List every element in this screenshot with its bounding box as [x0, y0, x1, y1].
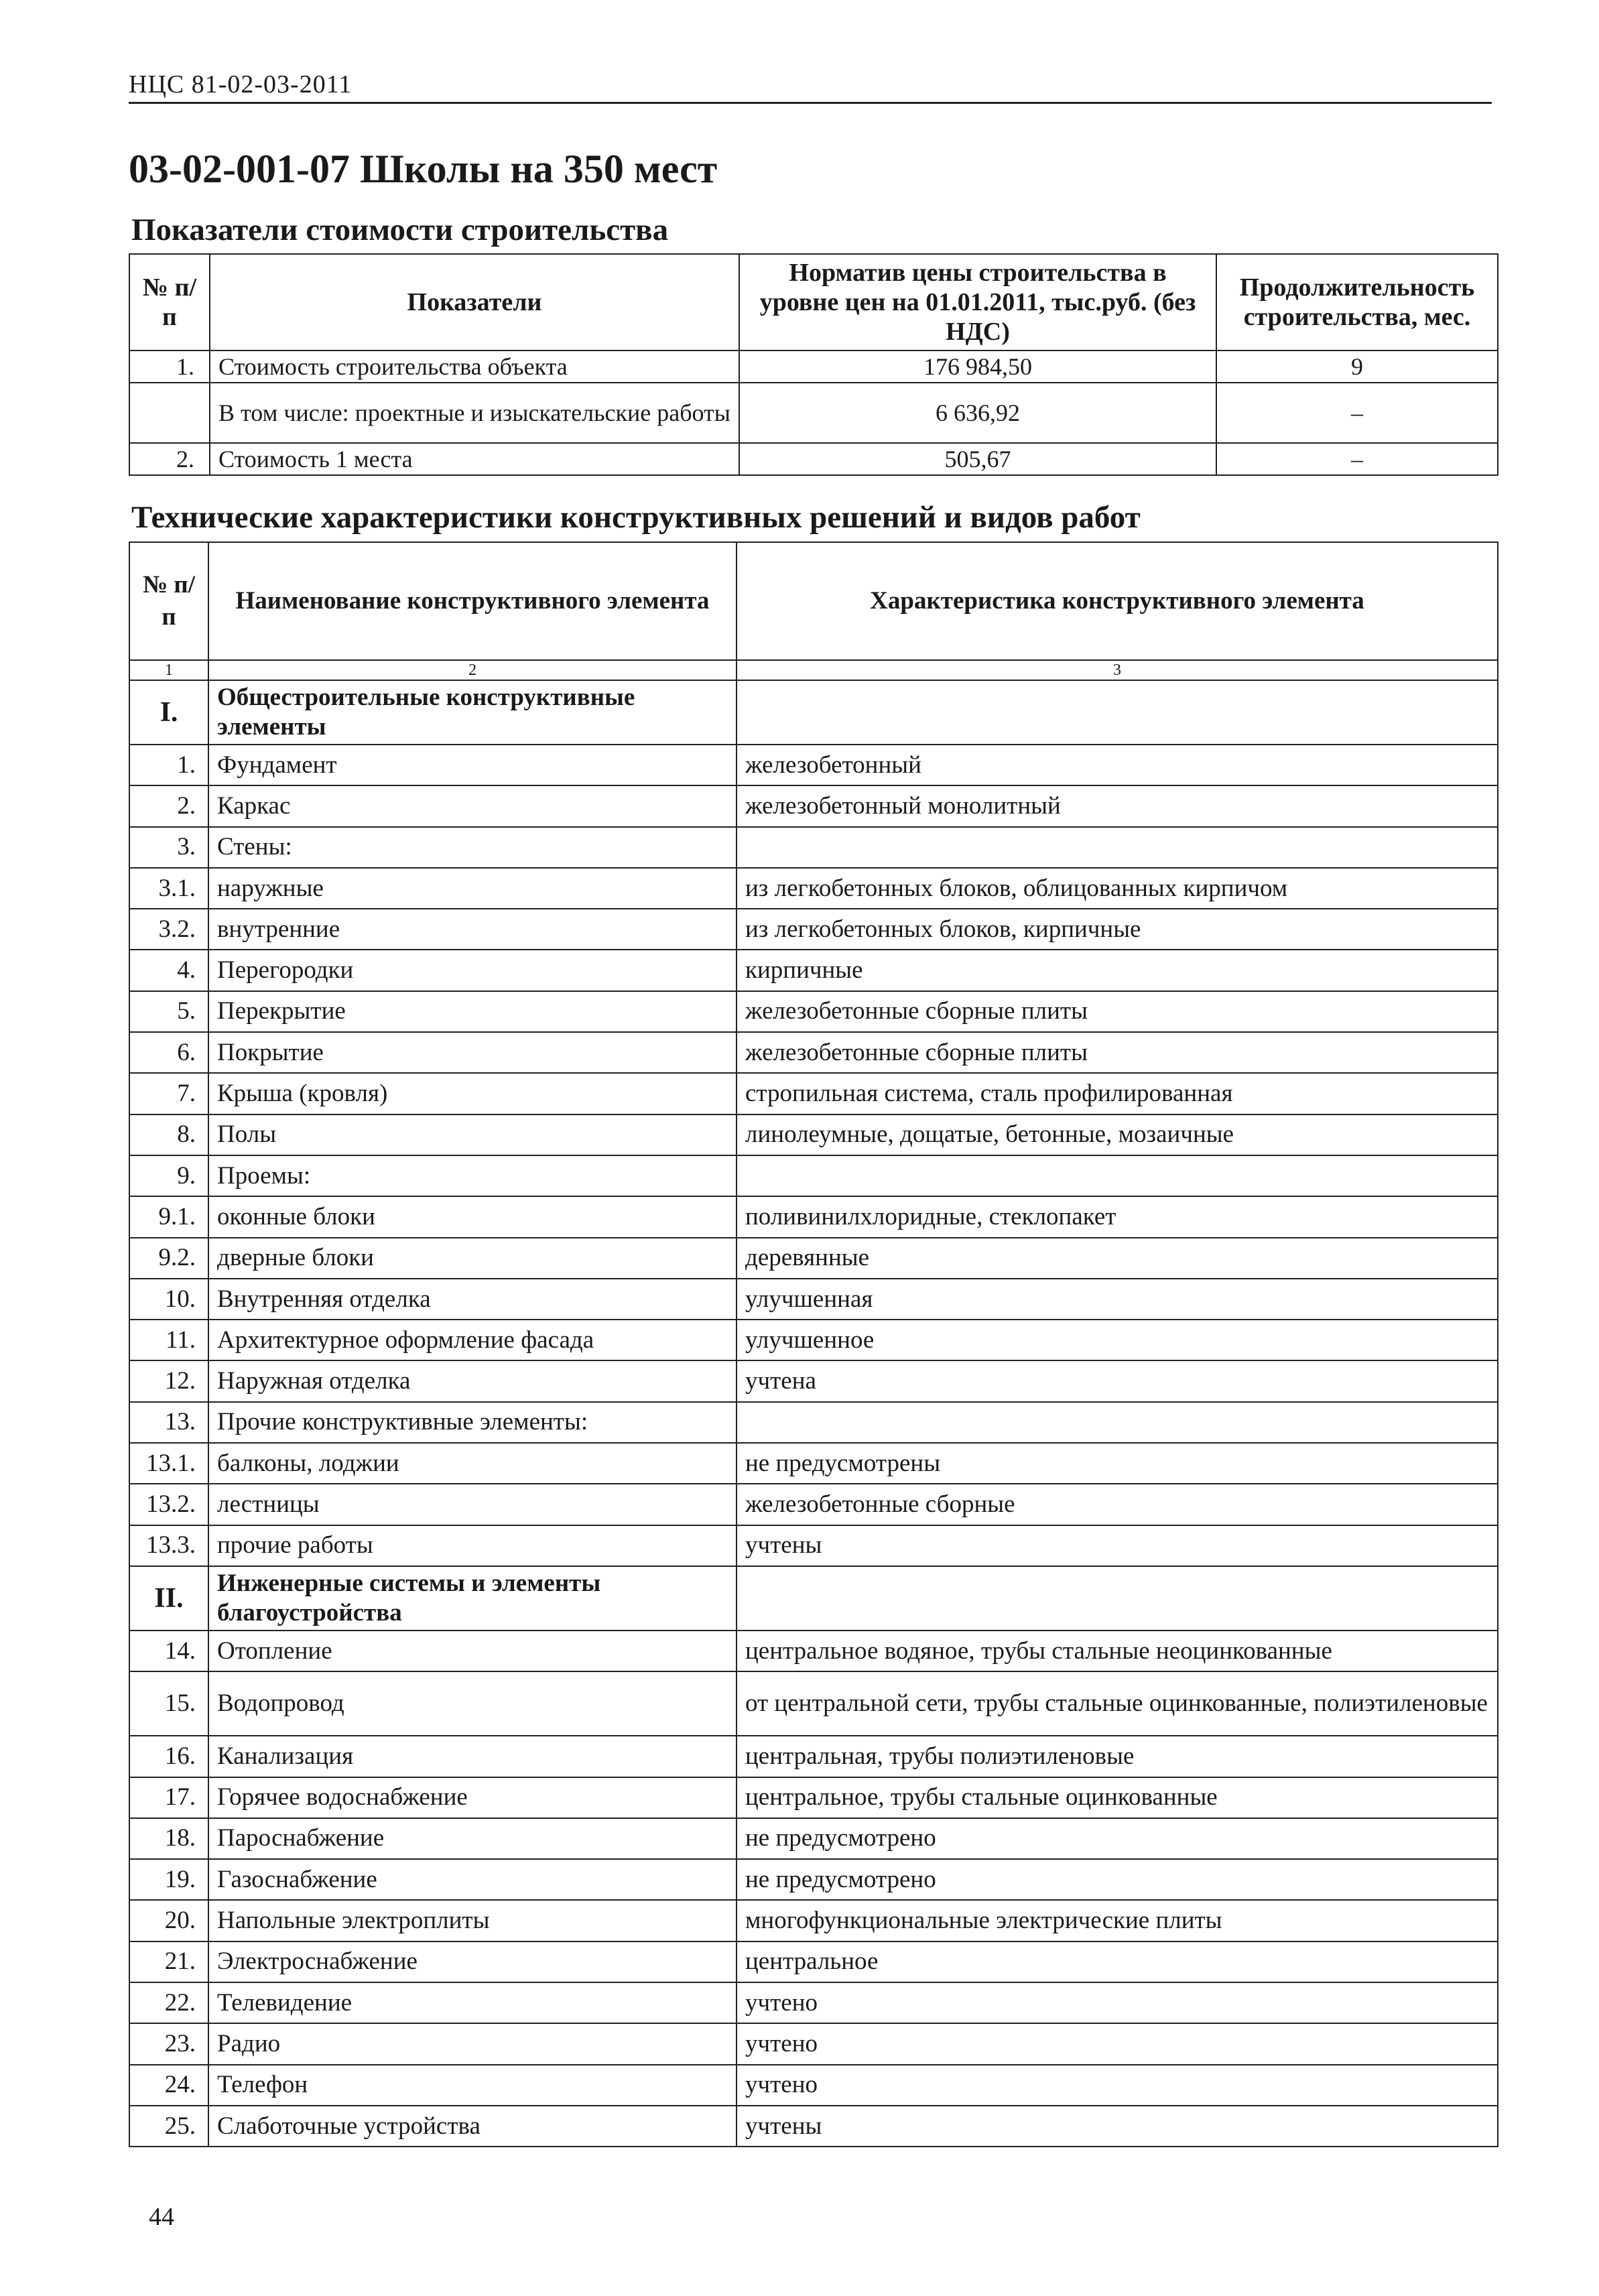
header-element-name: Наименование конструктивного элемента — [208, 542, 737, 660]
element-name: внутренние — [208, 909, 737, 950]
table-row — [129, 2065, 1498, 2106]
table-row — [129, 1114, 1498, 1155]
element-characteristic: линолеумные, дощатые, бетонные, мозаичные — [737, 1114, 1498, 1155]
header-rule — [129, 102, 1492, 104]
element-characteristic: стропильная система, сталь профилированная — [737, 1073, 1498, 1114]
element-characteristic: деревянные — [737, 1238, 1498, 1279]
element-name: Фундамент — [208, 745, 737, 785]
element-name: Наружная отделка — [208, 1360, 737, 1401]
element-characteristic: улучшенное — [737, 1320, 1498, 1360]
table-row — [129, 745, 1498, 785]
tech-table-header-row — [129, 542, 1498, 660]
table-row — [129, 909, 1498, 950]
tech-table-body — [129, 680, 1498, 2147]
row-number: 20. — [129, 1900, 208, 1941]
element-name: Отопление — [208, 1631, 737, 1671]
table-row — [129, 1941, 1498, 1982]
header-element-characteristic: Характеристика конструктивного элемента — [737, 542, 1498, 660]
table-row — [129, 1859, 1498, 1900]
table-row — [129, 1279, 1498, 1320]
element-characteristic: от центральной сети, трубы стальные оцинкованные, полиэтиленовые — [737, 1671, 1498, 1736]
row-number: 6. — [129, 1032, 208, 1073]
element-name: Инженерные системы и элементы благоустройства — [208, 1566, 737, 1631]
element-characteristic: учтены — [737, 2106, 1498, 2147]
element-name: наружные — [208, 868, 737, 909]
row-number: 11. — [129, 1320, 208, 1360]
row-number: 9. — [129, 1155, 208, 1196]
row-number: 12. — [129, 1360, 208, 1401]
row-number: 13.1. — [129, 1443, 208, 1484]
cost-row-price: 6 636,92 — [739, 383, 1216, 443]
table-row — [129, 2023, 1498, 2064]
row-number: 24. — [129, 2065, 208, 2106]
element-characteristic — [737, 827, 1498, 868]
element-name: Водопровод — [208, 1671, 737, 1736]
table-row — [129, 1736, 1498, 1777]
table-row — [129, 868, 1498, 909]
header-num: № п/п — [129, 542, 208, 660]
element-name: Перекрытие — [208, 991, 737, 1032]
row-number: 3.2. — [129, 909, 208, 950]
row-number: 19. — [129, 1859, 208, 1900]
table-row — [129, 1484, 1498, 1525]
element-name: прочие работы — [208, 1525, 737, 1566]
table-row — [129, 2106, 1498, 2147]
element-name: Телевидение — [208, 1982, 737, 2023]
row-number: 2. — [129, 785, 208, 826]
element-characteristic: центральное водяное, трубы стальные неоцинкованные — [737, 1631, 1498, 1671]
table-row — [129, 1402, 1498, 1443]
element-name: Внутренняя отделка — [208, 1279, 737, 1320]
element-characteristic: центральная, трубы полиэтиленовые — [737, 1736, 1498, 1777]
element-name: Слаботочные устройства — [208, 2106, 737, 2147]
column-number: 3 — [737, 660, 1498, 680]
element-characteristic: железобетонные сборные плиты — [737, 991, 1498, 1032]
element-name: Газоснабжение — [208, 1859, 737, 1900]
table-row — [129, 1443, 1498, 1484]
cost-row-num: 1. — [129, 350, 210, 383]
row-number: 21. — [129, 1941, 208, 1982]
header-price: Норматив цены строительства в уровне цен на 01.01.2011, тыс.руб. (без НДС) — [739, 254, 1216, 350]
cost-row — [129, 350, 1498, 383]
table-row — [129, 785, 1498, 826]
table-row — [129, 1900, 1498, 1941]
element-name: Напольные электроплиты — [208, 1900, 737, 1941]
element-characteristic — [737, 680, 1498, 745]
row-number: 1. — [129, 745, 208, 785]
cost-row-indicator: Стоимость строительства объекта — [210, 350, 739, 383]
row-number: 4. — [129, 950, 208, 991]
table-row — [129, 680, 1498, 745]
cost-row — [129, 383, 1498, 443]
element-characteristic: многофункциональные электрические плиты — [737, 1900, 1498, 1941]
column-number-row — [129, 660, 1498, 680]
table-row — [129, 1777, 1498, 1818]
element-name: Радио — [208, 2023, 737, 2064]
element-name: Проемы: — [208, 1155, 737, 1196]
element-name: лестницы — [208, 1484, 737, 1525]
table-row — [129, 1073, 1498, 1114]
element-name: Пароснабжение — [208, 1818, 737, 1859]
row-number: 25. — [129, 2106, 208, 2147]
element-characteristic: не предусмотрено — [737, 1818, 1498, 1859]
element-name: балконы, лоджии — [208, 1443, 737, 1484]
header-num: № п/п — [129, 254, 210, 350]
row-number: 17. — [129, 1777, 208, 1818]
table-row — [129, 1982, 1498, 2023]
element-characteristic: из легкобетонных блоков, облицованных кирпичом — [737, 868, 1498, 909]
row-number: 3.1. — [129, 868, 208, 909]
row-number: 22. — [129, 1982, 208, 2023]
element-name: дверные блоки — [208, 1238, 737, 1279]
column-number: 2 — [208, 660, 737, 680]
element-name: Телефон — [208, 2065, 737, 2106]
row-number: 9.2. — [129, 1238, 208, 1279]
document-title: 03-02-001-07 Школы на 350 мест — [129, 147, 718, 191]
element-name: Стены: — [208, 827, 737, 868]
technical-characteristics-title: Технические характеристики конструктивных решений и видов работ — [131, 500, 1141, 535]
table-row — [129, 1566, 1498, 1631]
element-characteristic — [737, 1155, 1498, 1196]
cost-row-duration: 9 — [1216, 350, 1498, 383]
row-number: 23. — [129, 2023, 208, 2064]
document-code: НЦС 81-02-03-2011 — [129, 70, 353, 99]
cost-indicators-title: Показатели стоимости строительства — [131, 212, 669, 247]
cost-indicators-table — [129, 253, 1498, 476]
row-number: I. — [129, 680, 208, 745]
row-number: 3. — [129, 827, 208, 868]
cost-row-duration: – — [1216, 383, 1498, 443]
element-characteristic: учтено — [737, 2023, 1498, 2064]
row-number: 5. — [129, 991, 208, 1032]
element-name: Покрытие — [208, 1032, 737, 1073]
cost-table-header-row — [129, 254, 1498, 350]
element-name: Электроснабжение — [208, 1941, 737, 1982]
cost-row-price: 176 984,50 — [739, 350, 1216, 383]
table-row — [129, 1671, 1498, 1736]
element-characteristic: центральное, трубы стальные оцинкованные — [737, 1777, 1498, 1818]
row-number: 10. — [129, 1279, 208, 1320]
technical-characteristics-table — [129, 541, 1498, 2147]
element-characteristic: не предусмотрены — [737, 1443, 1498, 1484]
cost-row-indicator: Стоимость 1 места — [210, 443, 739, 475]
element-characteristic: железобетонные сборные — [737, 1484, 1498, 1525]
table-row — [129, 1320, 1498, 1360]
row-number: 13.3. — [129, 1525, 208, 1566]
table-row — [129, 1525, 1498, 1566]
table-row — [129, 1196, 1498, 1237]
row-number: 9.1. — [129, 1196, 208, 1237]
element-name: Архитектурное оформление фасада — [208, 1320, 737, 1360]
row-number: 7. — [129, 1073, 208, 1114]
element-characteristic: учтены — [737, 1525, 1498, 1566]
column-number: 1 — [129, 660, 208, 680]
cost-row-price: 505,67 — [739, 443, 1216, 475]
row-number: 14. — [129, 1631, 208, 1671]
element-name: Прочие конструктивные элементы: — [208, 1402, 737, 1443]
element-name: Общестроительные конструктивные элементы — [208, 680, 737, 745]
element-characteristic: поливинилхлоридные, стеклопакет — [737, 1196, 1498, 1237]
row-number: 8. — [129, 1114, 208, 1155]
cost-row-num: 2. — [129, 443, 210, 475]
element-characteristic: железобетонные сборные плиты — [737, 1032, 1498, 1073]
row-number: II. — [129, 1566, 208, 1631]
table-row — [129, 950, 1498, 991]
element-characteristic: учтено — [737, 2065, 1498, 2106]
element-characteristic: железобетонный — [737, 745, 1498, 785]
element-characteristic — [737, 1402, 1498, 1443]
element-name: Перегородки — [208, 950, 737, 991]
table-row — [129, 1032, 1498, 1073]
row-number: 16. — [129, 1736, 208, 1777]
element-characteristic: из легкобетонных блоков, кирпичные — [737, 909, 1498, 950]
element-characteristic: кирпичные — [737, 950, 1498, 991]
table-row — [129, 1238, 1498, 1279]
cost-row-duration: – — [1216, 443, 1498, 475]
element-name: Каркас — [208, 785, 737, 826]
element-characteristic: учтена — [737, 1360, 1498, 1401]
cost-row — [129, 443, 1498, 475]
element-name: Канализация — [208, 1736, 737, 1777]
element-name: Горячее водоснабжение — [208, 1777, 737, 1818]
page-number: 44 — [149, 2203, 174, 2231]
element-characteristic: центральное — [737, 1941, 1498, 1982]
cost-row-num — [129, 383, 210, 443]
table-row — [129, 1631, 1498, 1671]
element-name: Крыша (кровля) — [208, 1073, 737, 1114]
table-row — [129, 991, 1498, 1032]
header-duration: Продолжительность строительства, мес. — [1216, 254, 1498, 350]
row-number: 13.2. — [129, 1484, 208, 1525]
element-name: оконные блоки — [208, 1196, 737, 1237]
element-characteristic: железобетонный монолитный — [737, 785, 1498, 826]
element-characteristic — [737, 1566, 1498, 1631]
element-characteristic: учтено — [737, 1982, 1498, 2023]
row-number: 13. — [129, 1402, 208, 1443]
cost-row-indicator: В том числе: проектные и изыскательские работы — [210, 383, 739, 443]
row-number: 18. — [129, 1818, 208, 1859]
table-row — [129, 1155, 1498, 1196]
row-number: 15. — [129, 1671, 208, 1736]
element-name: Полы — [208, 1114, 737, 1155]
element-characteristic: не предусмотрено — [737, 1859, 1498, 1900]
table-row — [129, 1818, 1498, 1859]
element-characteristic: улучшенная — [737, 1279, 1498, 1320]
table-row — [129, 1360, 1498, 1401]
table-row — [129, 827, 1498, 868]
header-indicator: Показатели — [210, 254, 739, 350]
